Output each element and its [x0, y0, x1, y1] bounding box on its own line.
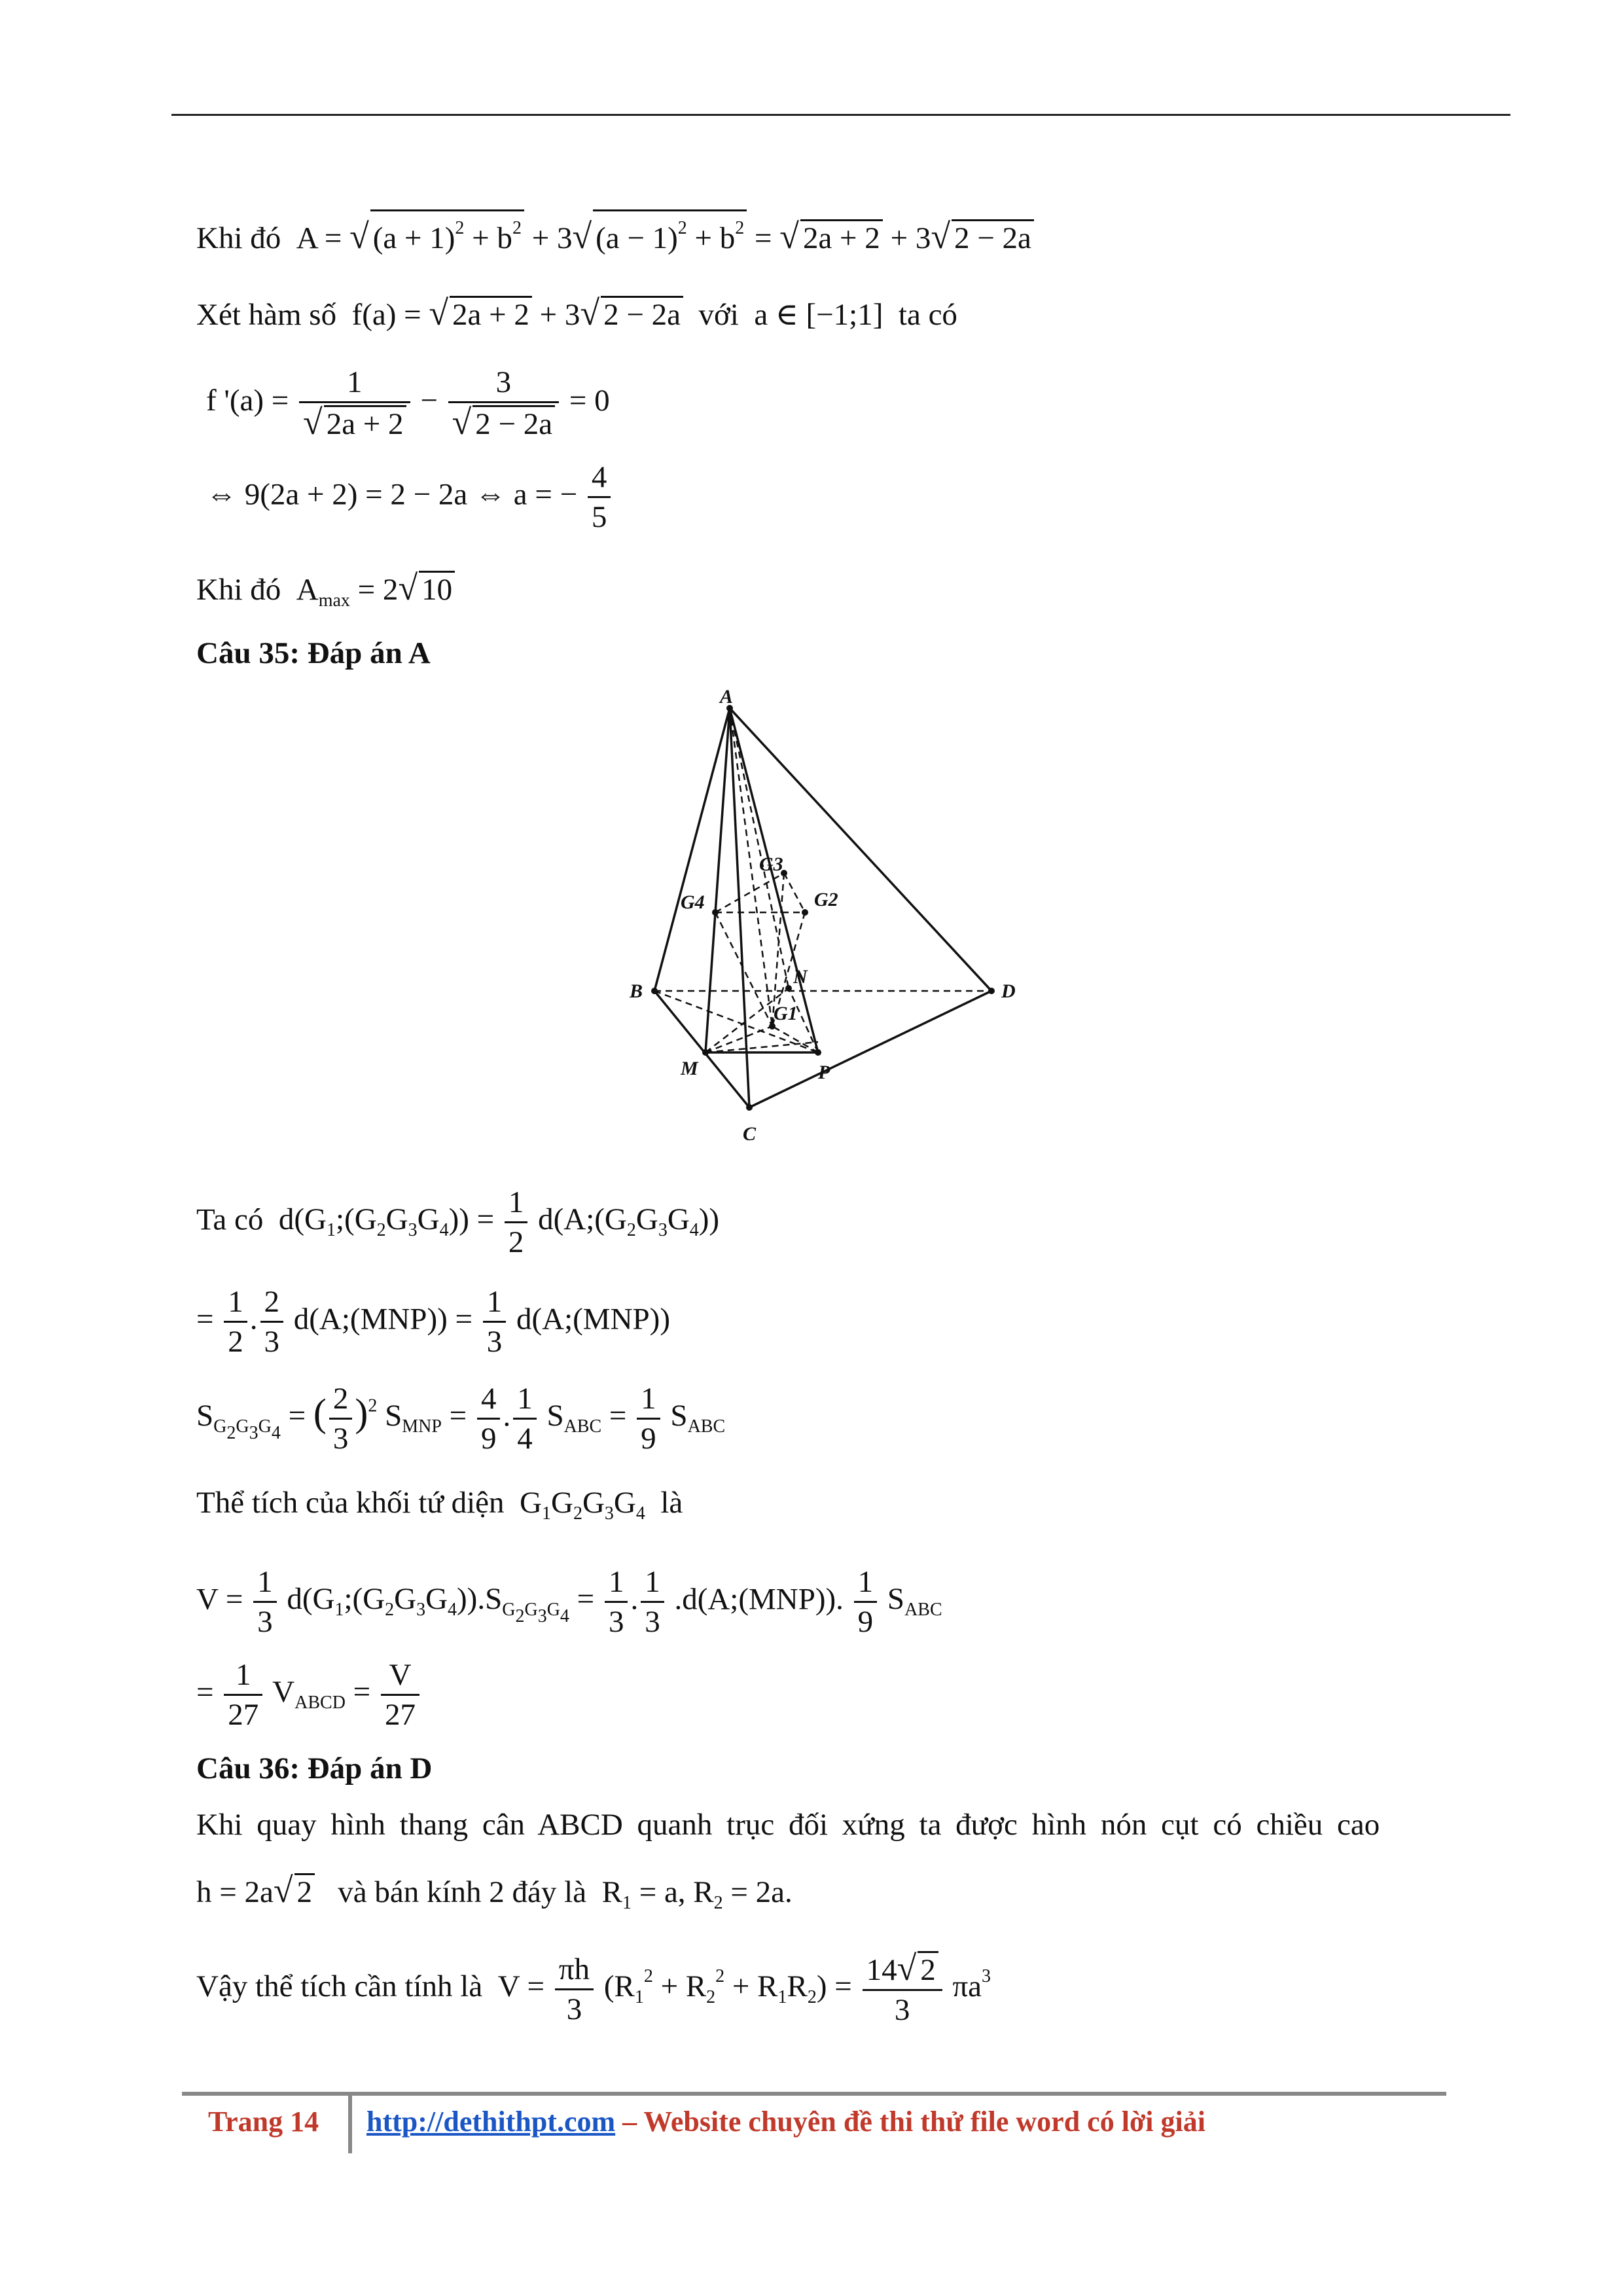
- label-G1: G1: [774, 1003, 798, 1024]
- edge-AM: [705, 708, 730, 1052]
- edge-AB: [654, 708, 730, 991]
- tetrahedron-figure: [622, 689, 1027, 1147]
- line-the-tich: Thể tích của khối tứ diện $G_1G_2G_3G_4$ là: [196, 1486, 683, 1524]
- para-36-c: Vậy thể tích cần tính là V = $\frac{\pi h}{3}$ $(R_1^2 + R_2^2 + R_1R_2)$ = $\frac{14√ 2}{3}$ $\pi a^3$: [196, 1948, 991, 2027]
- line-xet-ham-so: Xét hàm số f(a) = √ 2a + 2 + 3√ 2 − 2a với a ∈ [−1;1] ta có: [196, 293, 957, 332]
- label-G3: G3: [759, 853, 783, 875]
- footer-text: [366, 2105, 1205, 2138]
- footer-separator: [348, 2092, 352, 2153]
- footer-rule: [182, 2092, 1446, 2096]
- formula-area: $S_{G_2G_3G_4}$ = ( $\frac{2}{3}$ )$^2$ $S_{MNP}$ = $\frac{4}{9}$ . $\frac{1}{4}$ $S_{ABC}$ = $\frac{1}{9}$ $S_{ABC}$: [196, 1380, 725, 1458]
- line-ta-co: Ta có $d(G_1;(G_2G_3G_4))$ = $\frac{1}{2}$ $d(A;(G_2G_3G_4))$: [196, 1183, 719, 1261]
- footer-url-link[interactable]: http://dethithpt.com: [366, 2106, 616, 2138]
- edge-AD: [730, 708, 991, 991]
- line-khi-do-A: Khi đó A = √ $(a + 1)^2 + b^2 + 3√$ $(a - 1)^2 + b^2$ = √ 2a + 2 + 3√ 2 − 2a: [196, 209, 1034, 258]
- header-rule: [171, 114, 1510, 116]
- label-G4: G4: [681, 891, 705, 913]
- page-number: Trang 14: [208, 2106, 319, 2138]
- label-B: B: [630, 980, 643, 1002]
- heading-cau-36: Câu 36: Đáp án D: [196, 1751, 433, 1785]
- formula-distance: = $\frac{1}{2}$ . $\frac{2}{3}$ d(A;(MNP)) = $\frac{1}{3}$ d(A;(MNP)): [196, 1283, 670, 1361]
- label-G2: G2: [814, 889, 838, 910]
- line-amax: Khi đó $A_{max} = 2√$ 10: [196, 568, 455, 620]
- formula-derivative: f '(a) = $\frac{1}{√ 2a + 2}$ − $\frac{3}{√ 2 - 2a}$ = 0: [206, 363, 610, 443]
- formula-volume-result: = $\frac{1}{27}$ $V_{ABCD}$ = $\frac{V}{27}$: [196, 1656, 422, 1734]
- formula-solve-a: ⇔ 9(2a + 2) = 2 − 2a ⇔ a = − $\frac{4}{5}$: [206, 458, 613, 536]
- label-N: N: [793, 966, 808, 988]
- edge-AC: [730, 708, 749, 1107]
- para-36-a: Khi quay hình thang cân ABCD quanh trục đối xứng ta được hình nón cụt có chiều cao: [196, 1808, 1380, 1842]
- label-P: P: [818, 1062, 830, 1083]
- footer-description: – Website chuyên đề thi thử file word có lời giải: [615, 2106, 1205, 2138]
- label-D: D: [1001, 980, 1016, 1002]
- label-M: M: [681, 1058, 698, 1079]
- label-C: C: [743, 1123, 757, 1145]
- heading-cau-35: Câu 35: Đáp án A: [196, 636, 431, 670]
- formula-volume: V = $\frac{1}{3}$ $d(G_1;(G_2G_3G_4)).S_{G_2G_3G_4}$ = $\frac{1}{3}$ . $\frac{1}{3}$ .d(A;(MNP)). $\frac{1}{9}$ $S_{ABC}$: [196, 1563, 942, 1641]
- formula-A: A = √ $(a + 1)^2 + b^2 + 3√$ $(a - 1)^2 + b^2$ = √ 2a + 2 + 3√ 2 − 2a: [289, 221, 1034, 255]
- label-A: A: [720, 689, 734, 708]
- para-36-b: h = 2a√ 2 và bán kính 2 đáy là $R_1 = a$, $R_2 = 2a$.: [196, 1871, 793, 1913]
